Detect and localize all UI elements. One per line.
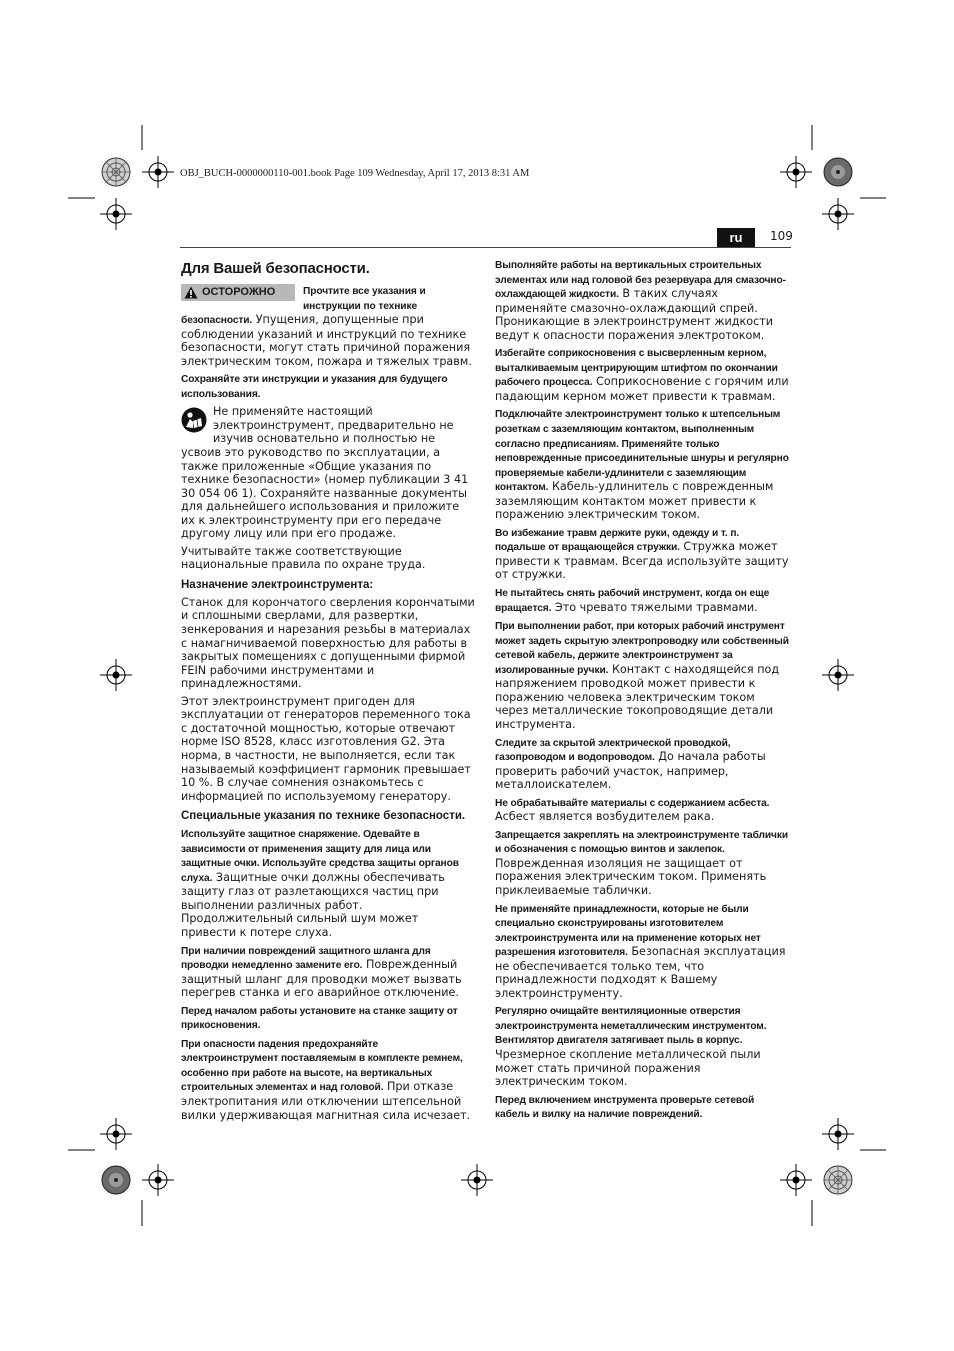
chips-lead: Во избежание травм держите руки, одежду и т. п. подальше от вращающейся стружки.	[495, 527, 740, 554]
plates-text: Поврежденная изоляция не защищает от поражения электрическим током. Применять приклеиваемые таблички.	[495, 856, 767, 897]
warning-badge	[181, 284, 295, 301]
hidden-wiring-text: Контакт с находящейся под напряжением проводкой может привести к поражению человека электрическим током через металлические токопроводящие детали инструмента.	[495, 662, 780, 731]
coolant-lead: Выполняйте работы на вертикальных строительных элементах или над головой без резервуара для смазочно-охлаждающей жидкости.	[495, 260, 786, 301]
right-column	[495, 258, 791, 1126]
coolant-text: В таких случаях применяйте смазочно-охлаждающий спрей. Проникающие в электроинструмент жидкости ведут к опасности поражения электротоком.	[495, 287, 774, 342]
grounding-lead: Подключайте электроинструмент только к штепсельным розеткам с заземляющим контактом, выполненным согласно предписаниям. Применяйте только неповрежденные присоединительные шнуры и регулярно проверяемые кабели-удлинители с заземляющим контактом.	[495, 409, 789, 494]
left-column	[181, 258, 476, 1126]
purpose-heading: Назначение электроинструмента:	[181, 578, 374, 591]
chips-text: Стружка может привести к травмам. Всегда используйте защиту от стружки.	[495, 540, 789, 582]
accessories-lead: Не применяйте принадлежности, которые не были специально сконструированы изготовителем электроинструмента или на применение которых нет разрешения изготовителя.	[495, 903, 761, 959]
read-manual-text: Не применяйте настоящий электроинструмент, предварительно не изучив основательно и полностью не усвоив это руководство по эксплуатации, а также приложенные «Общие указания по технике безопасности» (номер публикации 3 41 30 054 06 1). Сохраняйте названные документы для дальнейшего использования и приложите их к электроинструменту при его передаче другому лицу или при его продаже.	[181, 405, 469, 541]
warning-block	[181, 284, 476, 368]
section-title: Для Вашей безопасности.	[181, 260, 370, 277]
protection-text: Защитные очки должны обеспечивать защиту глаз от разлетающихся частиц при выполнении различных работ. Продолжительный сильный шум может привести к потере слуха.	[181, 870, 445, 939]
vents-lead: Регулярно очищайте вентиляционные отверстия электроинструмента неметаллическим инструментом. Вентилятор двигателя затягивает пыль в корпус.	[495, 1006, 767, 1047]
asbestos-lead: Не обрабатывайте материалы с содержанием асбеста.	[495, 797, 770, 809]
hidden-wiring-lead: При выполнении работ, при которых рабочий инструмент может задеть скрытую электропроводку или собственный сетевой кабель, держите электроинструмент за изолированные ручки.	[495, 621, 789, 676]
save-instructions: Сохраняйте эти инструкции и указания для будущего использования.	[181, 374, 448, 400]
generator-text: Этот электроинструмент пригоден для эксплуатации от генераторов переменного тока с достаточной мощностью, которые отвечают норме ISO 8528, класс изготовления G2. Эта норма, в частности, не выполняется, если так называемый коэффициент гармоник превышает 10 %. В случае сомнения ознакомьтесь с информацией по используемому генератору.	[181, 694, 471, 803]
language-badge: ru	[717, 228, 755, 247]
rotating-lead: Не пытайтесь снять рабочий инструмент, когда он еще вращается.	[495, 588, 770, 614]
special-heading: Специальные указания по технике безопасности.	[181, 810, 466, 823]
plates-lead: Запрещается закреплять на электроинструменте таблички и обозначения с помощью винтов и заклепок.	[495, 829, 789, 856]
accessories-text: Безопасная эксплуатация не обеспечивается только тем, что принадлежности подходят к Вашему электроинструменту.	[495, 945, 786, 1000]
national-rules-text: Учитывайте также соответствующие национальные правила по охране труда.	[181, 544, 426, 572]
warning-triangle-icon	[184, 286, 198, 299]
rotating-text: Это чревато тяжелыми травмами.	[551, 600, 758, 614]
fall-lead: При опасности падения предохраняйте электроинструмент поставляемым в комплекте ремнем, особенно при работе на высоте, на вертикальных строительных элементах и над головой.	[181, 1038, 463, 1094]
asbestos-text: Асбест является возбудителем рака.	[495, 810, 715, 824]
fall-text: При отказе электропитания или отключении штепсельной вилки удерживающая магнитная сила исчезает.	[181, 1080, 471, 1122]
purpose-text: Станок для корончатого сверления корончатыми и сплошными сверлами, для развертки, зенкерования и нарезания резьбы в материалах с намагничиваемой поверхностью для работы в закрытых помещениях с допущенными фирмой FEIN рабочими инструментами и принадлежностями.	[181, 595, 475, 691]
page-number: 109	[770, 229, 793, 243]
utilities-text: До начала работы проверить рабочий участок, например, металлоискателем.	[495, 750, 766, 792]
read-manual-icon	[181, 407, 207, 433]
file-header: OBJ_BUCH-0000000110-001.book Page 109 Wednesday, April 17, 2013 8:31 AM	[180, 168, 530, 179]
hose-text: Поврежденный защитный шланг для проводки может вызвать перегрев станка и его аварийное отключение.	[181, 958, 462, 1000]
cable-check-lead: Перед включением инструмента проверьте сетевой кабель и вилку на наличие повреждений.	[495, 1094, 755, 1121]
warning-label: ОСТОРОЖНО	[202, 286, 276, 298]
vents-text: Чрезмерное скопление металлической пыли может стать причиной поражения электрическим током.	[495, 1047, 761, 1089]
core-text: Соприкосновение с горячим или падающим керном может привести к травмам.	[495, 375, 789, 403]
utilities-lead: Следите за скрытой электрической проводкой, газопроводом и водопроводом.	[495, 737, 731, 764]
guard-lead: Перед началом работы установите на станке защиту от прикосновения.	[181, 1005, 458, 1032]
grounding-text: Кабель-удлинитель с поврежденным заземляющим контактом может привести к поражению электрическим током.	[495, 480, 774, 522]
warning-text: Упущения, допущенные при соблюдении указаний и инструкций по технике безопасности, могут стать причиной поражения электрическим током, пожара и тяжелых травм.	[181, 313, 472, 368]
protection-lead: Используйте защитное снаряжение. Одевайте в зависимости от применения защиту для лица или защитные очки. Используйте средства защиты органов слуха.	[181, 829, 459, 884]
read-manual-block	[181, 405, 476, 540]
hose-lead: При наличии повреждений защитного шланга для проводки немедленно замените его.	[181, 945, 431, 972]
warning-lead: Прочтите все указания и инструкции по технике безопасности.	[181, 286, 426, 327]
header-rule	[180, 247, 791, 248]
core-lead: Избегайте соприкосновения с высверленным керном, выталкиваемым центрирующим штифтом по окончании рабочего процесса.	[495, 348, 778, 389]
